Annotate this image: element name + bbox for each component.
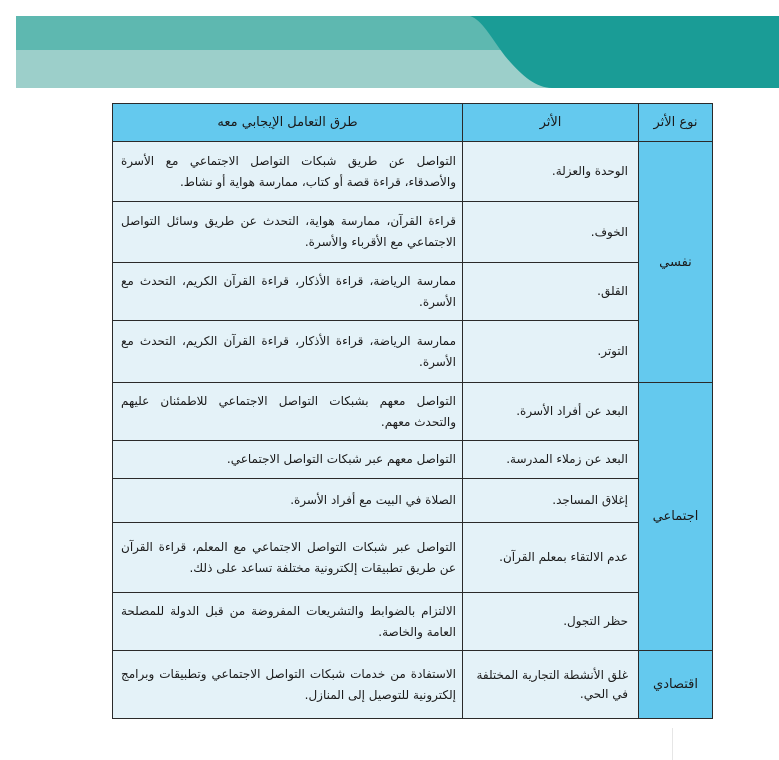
ways-cell: الصلاة في البيت مع أفراد الأسرة. <box>113 479 463 523</box>
effect-cell: غلق الأنشطة التجارية المختلفة في الحي. <box>463 651 639 719</box>
table-row <box>113 263 713 321</box>
table-row <box>113 479 713 523</box>
page-divider <box>672 728 673 760</box>
table-row <box>113 523 713 593</box>
table-row <box>113 321 713 383</box>
type-cell: اقتصادي <box>639 651 713 719</box>
ways-cell: الالتزام بالضوابط والتشريعات المفروضة من قبل الدولة للمصلحة العامة والخاصة. <box>113 593 463 651</box>
effects-table <box>112 103 713 719</box>
effect-cell: القلق. <box>463 263 639 321</box>
ways-cell: ممارسة الرياضة، قراءة الأذكار، قراءة القرآن الكريم، التحدث مع الأسرة. <box>113 263 463 321</box>
effect-cell: الخوف. <box>463 202 639 263</box>
effect-cell: البعد عن أفراد الأسرة. <box>463 383 639 441</box>
table-row <box>113 651 713 719</box>
header-effect: الأثر <box>463 104 639 142</box>
effect-cell: حظر التجول. <box>463 593 639 651</box>
header-type: نوع الأثر <box>639 104 713 142</box>
ways-cell: التواصل عن طريق شبكات التواصل الاجتماعي مع الأسرة والأصدقاء، قراءة قصة أو كتاب، ممارسة هواية أو نشاط. <box>113 142 463 202</box>
table-row <box>113 383 713 441</box>
type-cell: اجتماعي <box>639 383 713 651</box>
ways-cell: قراءة القرآن، ممارسة هواية، التحدث عن طريق وسائل التواصل الاجتماعي مع الأقرباء والأسرة. <box>113 202 463 263</box>
table-row <box>113 142 713 202</box>
table-row <box>113 593 713 651</box>
ways-cell: التواصل عبر شبكات التواصل الاجتماعي مع المعلم، قراءة القرآن عن طريق تطبيقات إلكترونية مختلفة تساعد على ذلك. <box>113 523 463 593</box>
header-ways: طرق التعامل الإيجابي معه <box>113 104 463 142</box>
ways-cell: ممارسة الرياضة، قراءة الأذكار، قراءة القرآن الكريم، التحدث مع الأسرة. <box>113 321 463 383</box>
decorative-banner <box>0 0 779 100</box>
effect-cell: عدم الالتقاء بمعلم القرآن. <box>463 523 639 593</box>
type-cell: نفسي <box>639 142 713 383</box>
ways-cell: التواصل معهم بشبكات التواصل الاجتماعي للاطمئنان عليهم والتحدث معهم. <box>113 383 463 441</box>
table-row <box>113 441 713 479</box>
ways-cell: التواصل معهم عبر شبكات التواصل الاجتماعي. <box>113 441 463 479</box>
effect-cell: إغلاق المساجد. <box>463 479 639 523</box>
effect-cell: الوحدة والعزلة. <box>463 142 639 202</box>
effect-cell: البعد عن زملاء المدرسة. <box>463 441 639 479</box>
ways-cell: الاستفادة من خدمات شبكات التواصل الاجتماعي وتطبيقات وبرامج إلكترونية للتوصيل إلى المنازل. <box>113 651 463 719</box>
effect-cell: التوتر. <box>463 321 639 383</box>
banner-mid-band <box>16 16 522 50</box>
table-row <box>113 202 713 263</box>
table-header-row <box>113 104 713 142</box>
